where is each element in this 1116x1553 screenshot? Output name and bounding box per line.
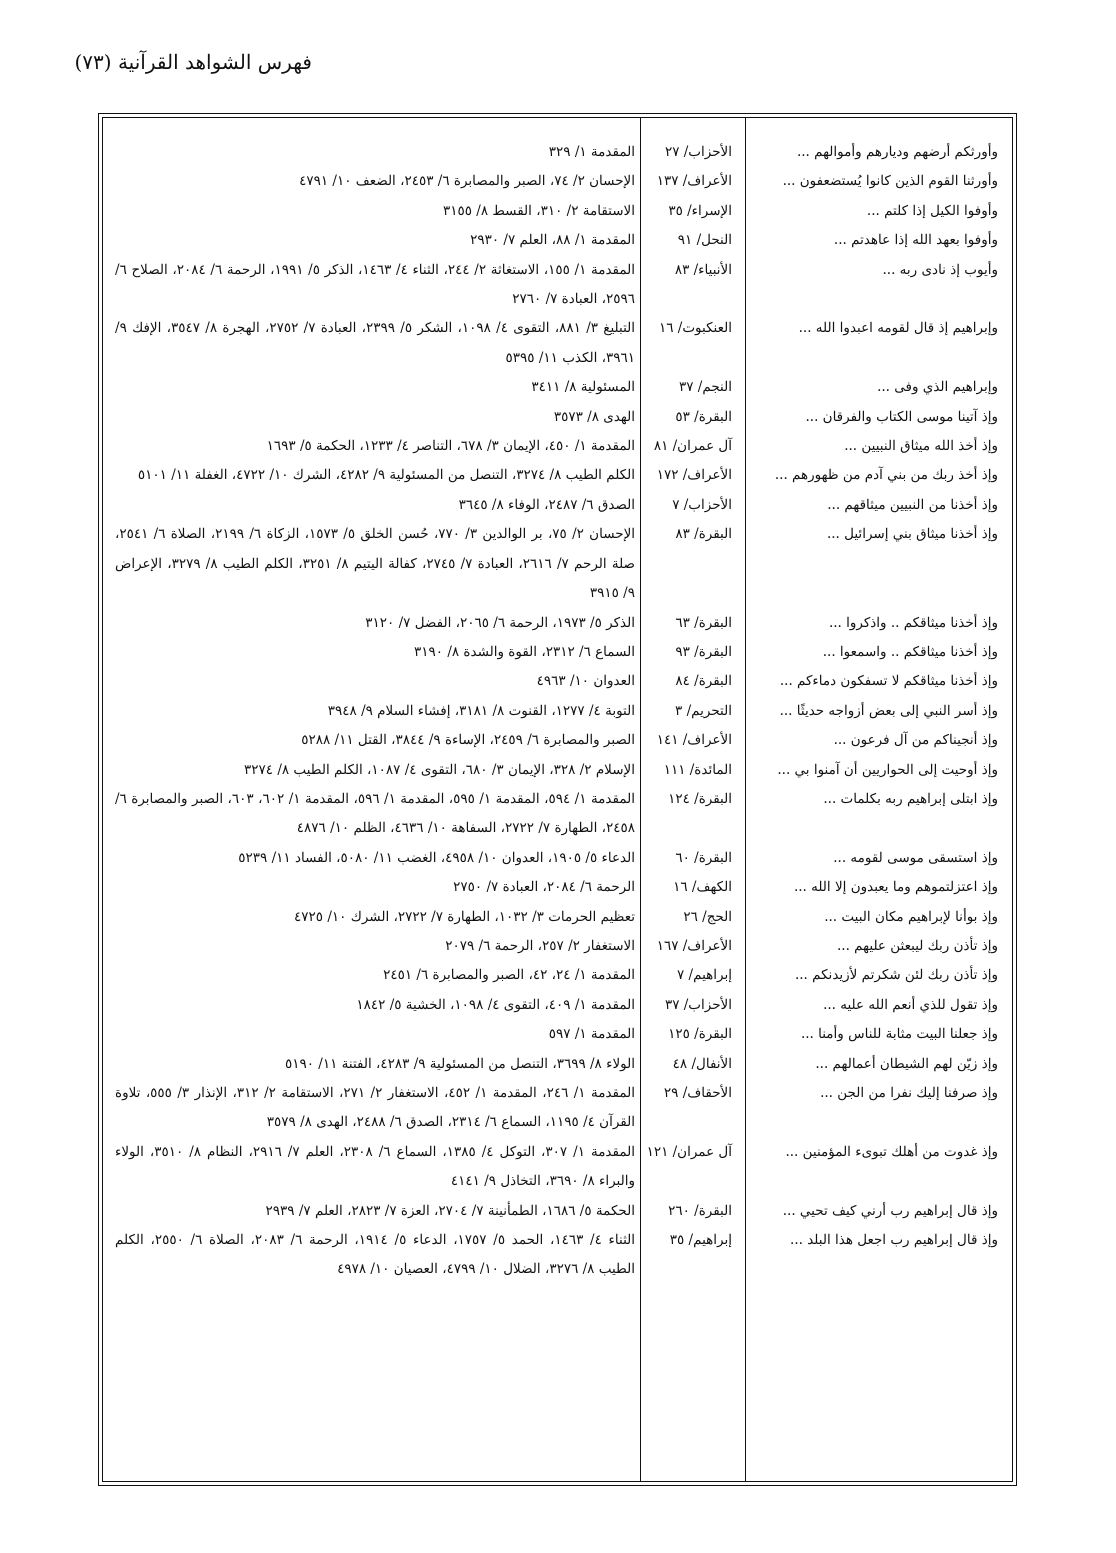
- verse-text: وإذ قال إبراهيم رب اجعل هذا البلد ...: [790, 1232, 998, 1249]
- verse-text: وأورثنا القوم الذين كانوا يُستضعفون ...: [782, 173, 998, 190]
- verse-text: وأوفوا بعهد الله إذا عاهدتم ...: [833, 232, 998, 249]
- verse-text: وإذ أخذنا ميثاق بني إسرائيل ...: [826, 526, 998, 543]
- verse-text: وإذ اعتزلتموهم وما يعبدون إلا الله ...: [793, 879, 998, 896]
- index-row: [109, 432, 1006, 461]
- page-references: الذكر ٥/ ١٩٧٣، الرحمة ٦/ ٢٠٦٥، الفضل ٧/ ٣١٢٠: [365, 614, 635, 631]
- index-row: [109, 1020, 1006, 1049]
- index-row: [109, 1197, 1006, 1226]
- page-references: السماع ٦/ ٢٣١٢، القوة والشدة ٨/ ٣١٩٠: [414, 643, 635, 660]
- index-row: [109, 167, 1006, 196]
- surah-reference: الإسراء/ ٣٥: [668, 202, 732, 219]
- page-references: التبليغ ٣/ ٨٨١، التقوى ٤/ ١٠٩٨، الشكر ٥/ ٢٣٩٩، العبادة ٧/ ٢٧٥٢، الهجرة ٨/ ٣٥٤٧، الإفك ٩/ ٣٩٦١، الكذب ١١/ ٥٣٩٥: [115, 320, 636, 366]
- page-references: المقدمة ١/ ٣٠٧، التوكل ٤/ ١٣٨٥، السماع ٦/ ٢٣٠٨، العلم ٧/ ٢٩١٦، النظام ٨/ ٣٥١٠، الولاء والبراء ٨/ ٣٦٩٠، التخاذل ٩/ ٤١٤١: [115, 1143, 636, 1190]
- page-references: الكلم الطيب ٨/ ٣٢٧٤، التنصل من المسئولية ٩/ ٤٢٨٢، الشرك ١٠/ ٤٧٢٢، الغفلة ١١/ ٥١٠١: [137, 467, 635, 484]
- surah-reference: الأحزاب/ ٢٧: [664, 144, 732, 160]
- verse-text: وإبراهيم إذ قال لقومه اعبدوا الله ...: [798, 320, 998, 337]
- index-row: [109, 256, 1006, 315]
- index-row: [109, 1138, 1006, 1197]
- verse-text: وإذ أخذنا ميثاقكم لا تسفكون دماءكم ...: [779, 673, 998, 690]
- page-references: الاستغفار ٢/ ٢٥٧، الرحمة ٦/ ٢٠٧٩: [445, 937, 635, 954]
- surah-reference: إبراهيم/ ٧: [677, 967, 732, 984]
- index-row: [109, 1050, 1006, 1079]
- index-row: [109, 1079, 1006, 1138]
- verse-text: وإذ ابتلى إبراهيم ربه بكلمات ...: [823, 790, 998, 807]
- index-row: [109, 932, 1006, 961]
- index-row: [109, 403, 1006, 432]
- page-references: المقدمة ١/ ٥٩٧: [548, 1026, 635, 1043]
- verse-text: وأورثكم أرضهم وديارهم وأموالهم ...: [796, 144, 998, 160]
- verse-text: وإذ تأذن ربك ليبعثن عليهم ...: [837, 937, 998, 954]
- index-row: [109, 903, 1006, 932]
- page-references: الصبر والمصابرة ٦/ ٢٤٥٩، الإساءة ٩/ ٣٨٤٤، القتل ١١/ ٥٢٨٨: [301, 732, 635, 749]
- page-references: الإحسان ٢/ ٧٥، بر الوالدين ٣/ ٧٧٠، حُسن الخلق ٥/ ١٥٧٣، الزكاة ٦/ ٢١٩٩، الصلاة ٦/ ٢٥٤١، صلة الرحم ٧/ ٢٦١٦، العبادة ٧/ ٢٧٤٥، كفالة اليتيم ٨/ ٣٢٥١، الكلم الطيب ٨/ ٣٢٧٩، الإعراض ٩/ ٣٩١٥: [115, 526, 636, 602]
- index-row: [109, 844, 1006, 873]
- surah-reference: المائدة/ ١١١: [663, 761, 732, 778]
- surah-reference: الأعراف/ ١٦٧: [656, 937, 732, 954]
- page-references: الصدق ٦/ ٢٤٨٧، الوفاء ٨/ ٣٦٤٥: [458, 496, 635, 513]
- page-references: تعظيم الحرمات ٣/ ١٠٣٢، الطهارة ٧/ ٢٧٢٢، الشرك ١٠/ ٤٧٢٥: [294, 908, 635, 925]
- verse-text: وإذ آتينا موسى الكتاب والفرقان ...: [805, 408, 998, 425]
- verse-text: وإذ زيّن لهم الشيطان أعمالهم ...: [815, 1055, 998, 1072]
- verse-text: وإذ أخذنا ميثاقكم .. واذكروا ...: [828, 614, 998, 631]
- page-references: المقدمة ١/ ٨٨، العلم ٧/ ٢٩٣٠: [470, 232, 635, 249]
- surah-reference: التحريم/ ٣: [675, 702, 732, 719]
- index-row: [109, 756, 1006, 785]
- surah-reference: الحج/ ٢٦: [683, 908, 732, 925]
- index-row: [109, 785, 1006, 844]
- index-row: [109, 197, 1006, 226]
- index-row: [109, 609, 1006, 638]
- page-references: المقدمة ١/ ٤٥٠، الإيمان ٣/ ٦٧٨، التناصر ٤/ ١٢٣٣، الحكمة ٥/ ١٦٩٣: [266, 438, 635, 455]
- index-rows: [109, 138, 1006, 1285]
- surah-reference: الأعراف/ ١٣٧: [656, 173, 732, 190]
- index-row: [109, 491, 1006, 520]
- verse-text: وأوفوا الكيل إذا كلتم ...: [866, 202, 998, 219]
- page-references: الدعاء ٥/ ١٩٠٥، العدوان ١٠/ ٤٩٥٨، الغضب ١١/ ٥٠٨٠، الفساد ١١/ ٥٢٣٩: [238, 849, 635, 866]
- surah-reference: البقرة/ ٦٠: [675, 849, 732, 866]
- verse-text: وإذ أخذنا من النبيين ميثاقهم ...: [827, 496, 998, 513]
- page-references: الحكمة ٥/ ١٦٨٦، الطمأنينة ٧/ ٢٧٠٤، العزة ٧/ ٢٨٢٣، العلم ٧/ ٢٩٣٩: [265, 1202, 635, 1219]
- surah-reference: إبراهيم/ ٣٥: [669, 1232, 732, 1249]
- verse-text: وإذ غدوت من أهلك تبوىء المؤمنين ...: [785, 1143, 998, 1160]
- verse-text: وإذ جعلنا البيت مثابة للناس وأمنا ...: [800, 1026, 998, 1043]
- index-row: [109, 638, 1006, 667]
- index-row: [109, 373, 1006, 402]
- page-references: المقدمة ١/ ٣٢٩: [548, 144, 635, 160]
- page-references: الولاء ٨/ ٣٦٩٩، التنصل من المسئولية ٩/ ٤٢٨٣، الفتنة ١١/ ٥١٩٠: [284, 1055, 635, 1072]
- page-references: الثناء ٤/ ١٤٦٣، الحمد ٥/ ١٧٥٧، الدعاء ٥/ ١٩١٤، الرحمة ٦/ ٢٠٨٣، الصلاة ٦/ ٢٥٥٠، الكلم الطيب ٨/ ٣٢٧٦، الضلال ١٠/ ٤٧٩٩، العصيان ١٠/ ٤٩٧٨: [115, 1232, 636, 1278]
- surah-reference: الأحزاب/ ٧: [672, 496, 732, 513]
- verse-text: وإذ أخذ ربك من بني آدم من ظهورهم ...: [774, 467, 998, 484]
- index-row: [109, 1226, 1006, 1285]
- page-references: المقدمة ١/ ٥٩٤، المقدمة ١/ ٥٩٥، المقدمة ١/ ٥٩٦، المقدمة ١/ ٦٠٢، ٦٠٣، الصبر والمصابرة ٦/ ٢٤٥٨، الطهارة ٧/ ٢٧٢٢، السفاهة ١٠/ ٤٦٣٦، الظلم ١٠/ ٤٨٧٦: [115, 790, 635, 837]
- index-row: [109, 726, 1006, 755]
- verse-text: وإذ استسقى موسى لقومه ...: [833, 849, 998, 866]
- surah-reference: النجم/ ٣٧: [679, 379, 732, 396]
- index-row: [109, 138, 1006, 167]
- index-table: [102, 117, 1013, 1482]
- index-row: [109, 873, 1006, 902]
- surah-reference: البقرة/ ٥٣: [675, 408, 732, 425]
- page-references: المقدمة ١/ ٢٤، ٤٢، الصبر والمصابرة ٦/ ٢٤٥١: [383, 967, 635, 984]
- surah-reference: الأحقاف/ ٢٩: [663, 1085, 732, 1101]
- surah-reference: البقرة/ ٨٤: [675, 673, 732, 690]
- page-references: الإحسان ٢/ ٧٤، الصبر والمصابرة ٦/ ٢٤٥٣، الضعف ١٠/ ٤٧٩١: [299, 173, 635, 190]
- surah-reference: النحل/ ٩١: [677, 232, 732, 249]
- index-row: [109, 520, 1006, 608]
- verse-text: وإذ أخذنا ميثاقكم .. واسمعوا ...: [822, 643, 998, 660]
- verse-text: وإذ تقول للذي أنعم الله عليه ...: [823, 996, 998, 1013]
- index-row: [109, 667, 1006, 696]
- page-references: الرحمة ٦/ ٢٠٨٤، العبادة ٧/ ٢٧٥٠: [453, 879, 635, 896]
- page-references: المقدمة ١/ ١٥٥، الاستغاثة ٢/ ٢٤٤، الثناء ٤/ ١٤٦٣، الذكر ٥/ ١٩٩١، الرحمة ٦/ ٢٠٨٤، الصلاح ٦/ ٢٥٩٦، العبادة ٧/ ٢٧٦٠: [115, 261, 636, 308]
- page-references: المقدمة ١/ ٤٠٩، التقوى ٤/ ١٠٩٨، الخشية ٥/ ١٨٤٢: [356, 996, 635, 1013]
- surah-reference: آل عمران/ ٨١: [653, 438, 732, 455]
- verse-text: وإذ بوأنا لإبراهيم مكان البيت ...: [824, 908, 998, 925]
- index-row: [109, 991, 1006, 1020]
- surah-reference: الأعراف/ ١٤١: [656, 732, 732, 749]
- surah-reference: البقرة/ ٢٦٠: [668, 1202, 732, 1219]
- verse-text: وإذ قال إبراهيم رب أرني كيف تحيي ...: [782, 1202, 998, 1219]
- surah-reference: البقرة/ ٨٣: [675, 526, 732, 543]
- verse-text: وإذ أسر النبي إلى بعض أزواجه حديثًا ...: [779, 702, 998, 719]
- verse-text: وإذ أوحيت إلى الحواريين أن آمنوا بي ...: [777, 761, 998, 778]
- verse-text: وإذ تأذن ربك لئن شكرتم لأزيدنكم ...: [794, 967, 998, 984]
- page-references: العدوان ١٠/ ٤٩٦٣: [536, 673, 635, 690]
- surah-reference: العنكبوت/ ١٦: [658, 320, 732, 337]
- surah-reference: الأنبياء/ ٨٣: [674, 261, 732, 278]
- page-references: الاستقامة ٢/ ٣١٠، القسط ٨/ ٣١٥٥: [442, 202, 635, 219]
- surah-reference: البقرة/ ٩٣: [675, 643, 732, 660]
- surah-reference: الأحزاب/ ٣٧: [664, 996, 732, 1013]
- page-references: المسئولية ٨/ ٣٤١١: [531, 379, 635, 396]
- page-references: التوبة ٤/ ١٢٧٧، القنوت ٨/ ٣١٨١، إفشاء السلام ٩/ ٣٩٤٨: [327, 702, 635, 719]
- page-references: الهدى ٨/ ٣٥٧٣: [553, 408, 635, 425]
- index-row: [109, 226, 1006, 255]
- verse-text: وإبراهيم الذي وفى ...: [877, 379, 998, 396]
- page-references: الإسلام ٢/ ٣٢٨، الإيمان ٣/ ٦٨٠، التقوى ٤/ ١٠٨٧، الكلم الطيب ٨/ ٣٢٧٤: [244, 761, 635, 778]
- page-references: المقدمة ١/ ٢٤٦، المقدمة ١/ ٤٥٢، الاستغفار ٢/ ٢٧١، الاستقامة ٢/ ٣١٢، الإنذار ٣/ ٥٥٥، تلاوة القرآن ٤/ ١١٩٥، السماع ٦/ ٢٣١٤، الصدق ٦/ ٢٤٨٨، الهدى ٨/ ٣٥٧٩: [115, 1085, 636, 1131]
- verse-text: وإذ صرفنا إليك نفرا من الجن ...: [820, 1085, 998, 1101]
- surah-reference: الكهف/ ١٦: [673, 879, 732, 896]
- page-header: فهرس الشواهد القرآنية (٧٣): [74, 50, 312, 74]
- verse-text: وإذ أنجيناكم من آل فرعون ...: [833, 732, 998, 749]
- verse-text: وأيوب إذ نادى ربه ...: [882, 261, 998, 278]
- surah-reference: الأنفال/ ٤٨: [672, 1055, 732, 1072]
- surah-reference: البقرة/ ١٢٤: [668, 790, 732, 807]
- index-row: [109, 961, 1006, 990]
- index-row: [109, 461, 1006, 490]
- index-row: [109, 697, 1006, 726]
- index-table-frame: [98, 113, 1017, 1486]
- index-row: [109, 314, 1006, 373]
- surah-reference: الأعراف/ ١٧٢: [656, 467, 732, 484]
- verse-text: وإذ أخذ الله ميثاق النبيين ...: [844, 438, 998, 455]
- surah-reference: آل عمران/ ١٢١: [646, 1143, 732, 1160]
- surah-reference: البقرة/ ١٢٥: [668, 1026, 732, 1043]
- surah-reference: البقرة/ ٦٣: [675, 614, 732, 631]
